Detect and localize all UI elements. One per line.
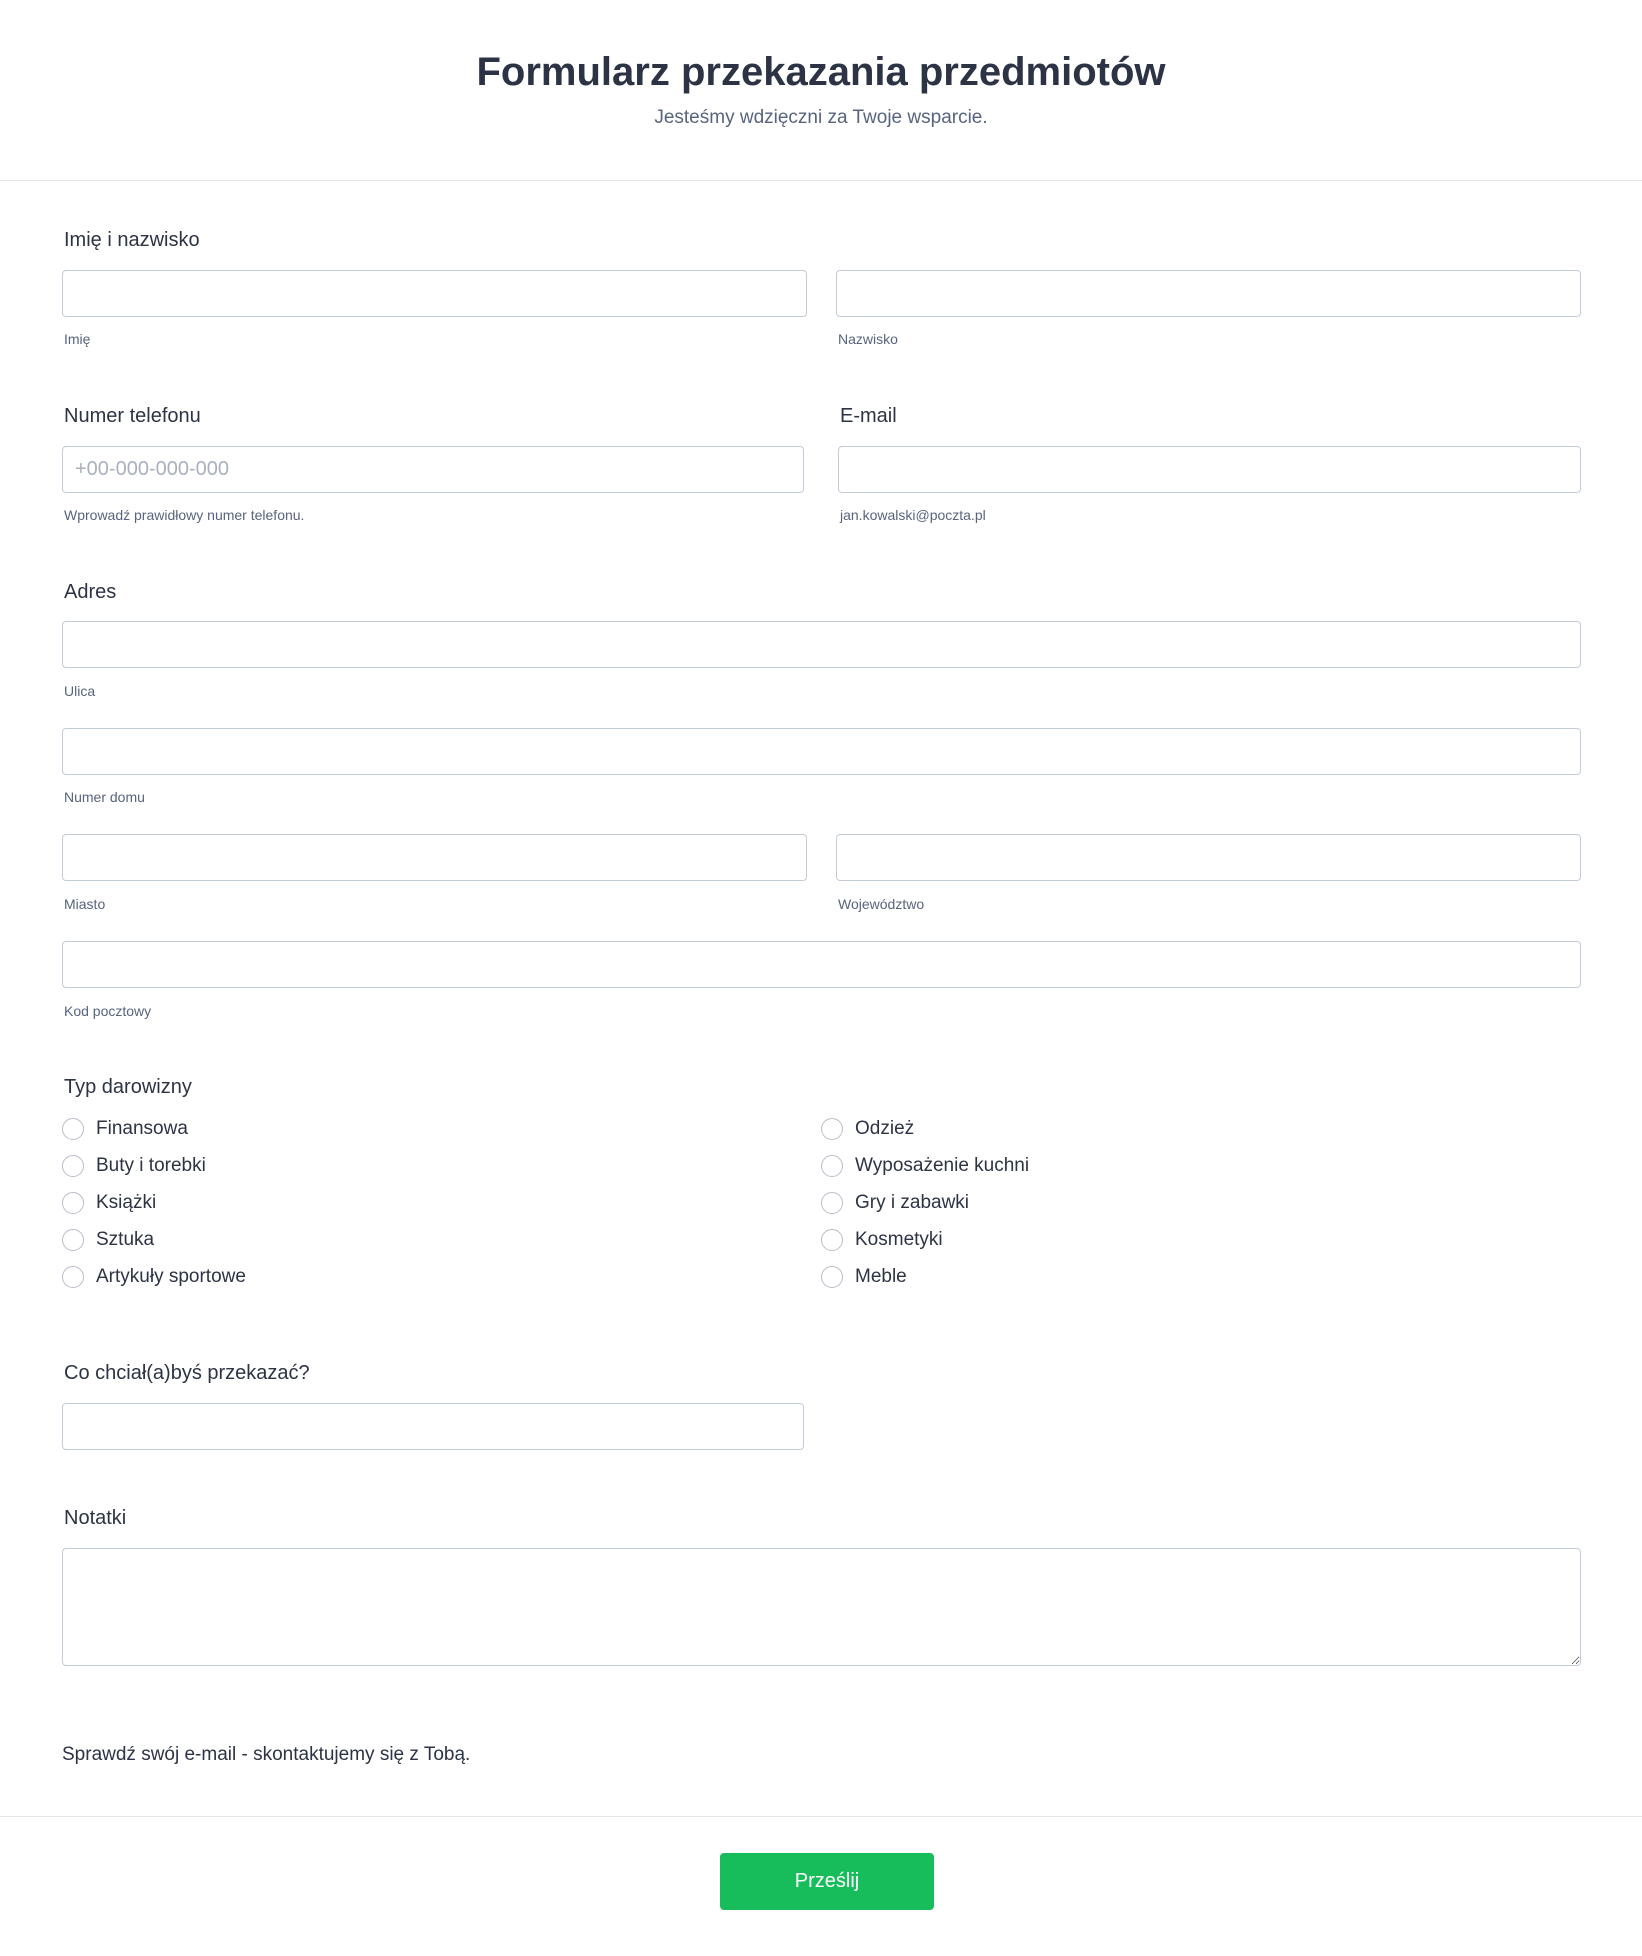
street-input[interactable] bbox=[62, 621, 1581, 668]
radio-circle-icon[interactable] bbox=[821, 1266, 843, 1288]
phone-sublabel: Wprowadź prawidłowy numer telefonu. bbox=[64, 507, 305, 523]
radio-circle-icon[interactable] bbox=[62, 1266, 84, 1288]
first-name-input[interactable] bbox=[62, 270, 807, 317]
phone-input[interactable] bbox=[62, 446, 804, 493]
radio-option[interactable] bbox=[62, 1229, 154, 1251]
items-label: Co chciał(a)byś przekazać? bbox=[64, 1362, 310, 1384]
radio-option[interactable] bbox=[821, 1266, 907, 1288]
house-number-input[interactable] bbox=[62, 728, 1581, 775]
last-name-input[interactable] bbox=[836, 270, 1581, 317]
email-sublabel: jan.kowalski@poczta.pl bbox=[840, 507, 986, 523]
donation-type-label: Typ darowizny bbox=[64, 1076, 192, 1098]
radio-option[interactable] bbox=[821, 1192, 969, 1214]
email-label: E-mail bbox=[840, 405, 897, 427]
zip-input[interactable] bbox=[62, 941, 1581, 988]
phone-label: Numer telefonu bbox=[64, 405, 201, 427]
name-label: Imię i nazwisko bbox=[64, 229, 200, 251]
address-label: Adres bbox=[64, 581, 117, 603]
radio-circle-icon[interactable] bbox=[62, 1192, 84, 1214]
items-input[interactable] bbox=[62, 1403, 804, 1450]
radio-option-label: Finansowa bbox=[96, 1118, 188, 1139]
radio-circle-icon[interactable] bbox=[821, 1192, 843, 1214]
form-header bbox=[0, 0, 1642, 181]
radio-circle-icon[interactable] bbox=[821, 1118, 843, 1140]
form-footer bbox=[0, 1816, 1642, 1956]
page-subtitle: Jesteśmy wdzięczni za Twoje wsparcie. bbox=[654, 107, 988, 128]
radio-option-label: Gry i zabawki bbox=[855, 1192, 970, 1213]
radio-option-label: Sztuka bbox=[96, 1229, 155, 1250]
notes-label: Notatki bbox=[64, 1507, 127, 1529]
zip-sublabel: Kod pocztowy bbox=[64, 1003, 152, 1019]
city-sublabel: Miasto bbox=[64, 896, 106, 912]
street-sublabel: Ulica bbox=[64, 683, 96, 699]
radio-option-label: Buty i torebki bbox=[96, 1155, 206, 1176]
radio-option[interactable] bbox=[821, 1118, 914, 1140]
radio-circle-icon[interactable] bbox=[62, 1155, 84, 1177]
radio-option-label: Kosmetyki bbox=[855, 1229, 943, 1250]
radio-option[interactable] bbox=[821, 1155, 1029, 1177]
page-title: Formularz przekazania przedmiotów bbox=[476, 50, 1166, 94]
house-number-sublabel: Numer domu bbox=[64, 789, 145, 805]
state-input[interactable] bbox=[836, 834, 1581, 881]
email-input[interactable] bbox=[838, 446, 1581, 493]
last-name-sublabel: Nazwisko bbox=[838, 331, 898, 347]
radio-option[interactable] bbox=[62, 1266, 246, 1288]
radio-option[interactable] bbox=[62, 1192, 156, 1214]
city-input[interactable] bbox=[62, 834, 807, 881]
radio-circle-icon[interactable] bbox=[62, 1229, 84, 1251]
first-name-sublabel: Imię bbox=[64, 331, 91, 347]
radio-option-label: Odzież bbox=[855, 1118, 915, 1139]
state-sublabel: Województwo bbox=[838, 896, 925, 912]
submit-button[interactable]: Prześlij bbox=[720, 1853, 934, 1910]
radio-circle-icon[interactable] bbox=[62, 1118, 84, 1140]
radio-option[interactable] bbox=[821, 1229, 943, 1251]
radio-circle-icon[interactable] bbox=[821, 1155, 843, 1177]
footer-note: Sprawdź swój e-mail - skontaktujemy się z Tobą. bbox=[62, 1744, 471, 1765]
radio-option-label: Meble bbox=[855, 1266, 907, 1287]
radio-option[interactable] bbox=[62, 1118, 188, 1140]
radio-option-label: Książki bbox=[96, 1192, 157, 1213]
radio-option[interactable] bbox=[62, 1155, 206, 1177]
radio-option-label: Artykuły sportowe bbox=[96, 1266, 246, 1287]
radio-circle-icon[interactable] bbox=[821, 1229, 843, 1251]
notes-textarea[interactable] bbox=[62, 1548, 1581, 1666]
radio-option-label: Wyposażenie kuchni bbox=[855, 1155, 1030, 1176]
